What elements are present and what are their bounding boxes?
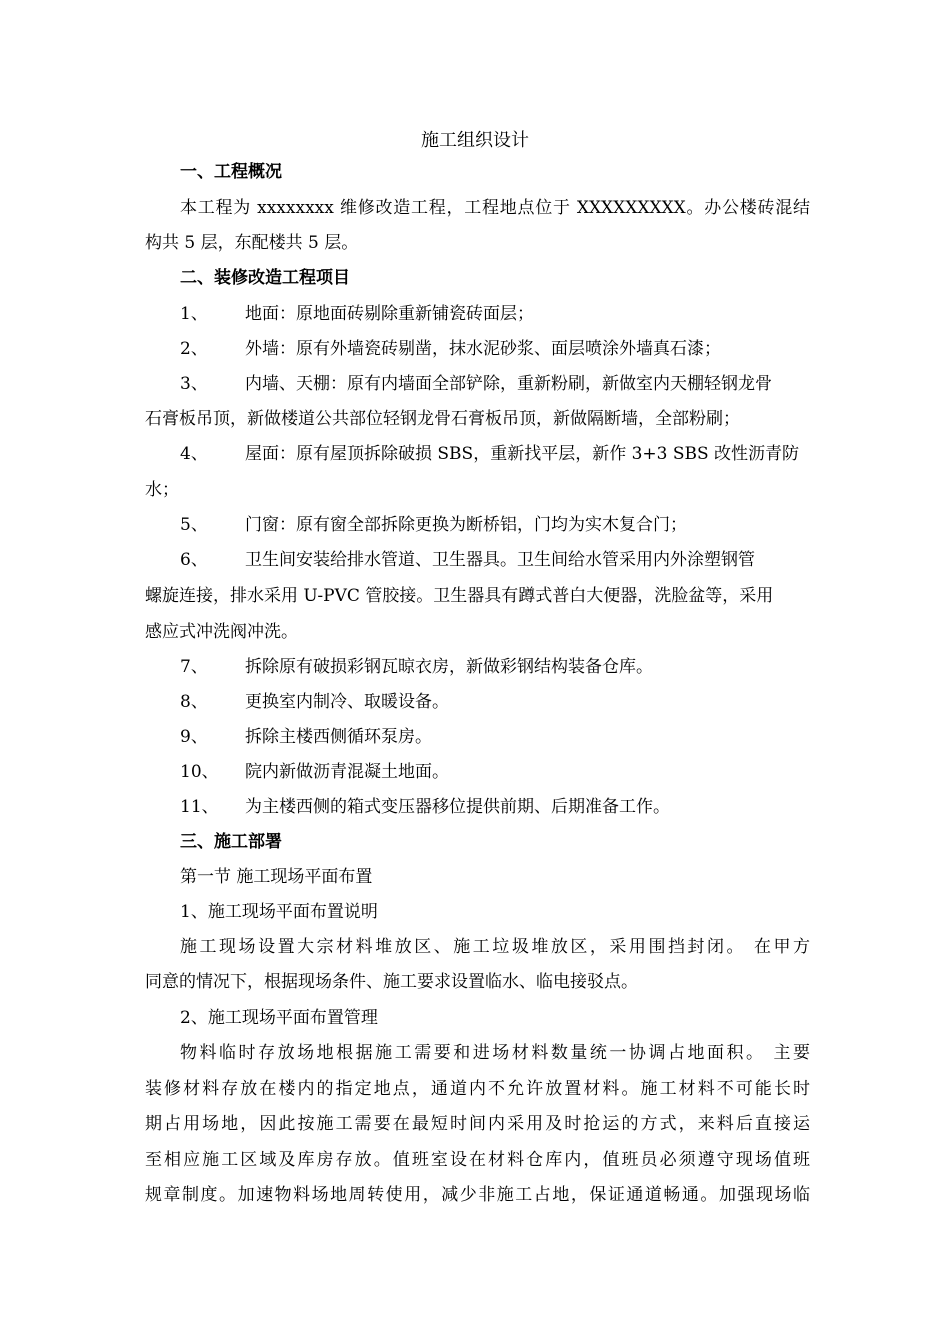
list-item-text: 屋面：原有屋顶拆除破损 SBS，重新找平层，新作 3+3 SBS 改性沥青防 <box>245 444 800 464</box>
list-item <box>180 513 687 537</box>
list-item-text: 为主楼西侧的箱式变压器移位提供前期、后期准备工作。 <box>245 797 670 817</box>
paragraph-line: 规章制度。加速物料场地周转使用，减少非施工占地，保证通道畅通。加强现场临 <box>145 1185 810 1205</box>
list-item-text: 地面：原地面砖剔除重新铺瓷砖面层； <box>245 304 534 324</box>
list-item-number: 2、 <box>180 339 208 359</box>
subsection-heading: 2、施工现场平面布置管理 <box>180 1008 378 1028</box>
list-item <box>180 548 755 572</box>
paragraph-line: 构共 5 层，东配楼共 5 层。 <box>145 233 359 253</box>
paragraph-line: 装修材料存放在楼内的指定地点，通道内不允许放置材料。施工材料不可能长时 <box>145 1079 810 1099</box>
list-item-number: 6、 <box>180 550 208 570</box>
list-item-number: 9、 <box>180 727 208 747</box>
list-item-text: 外墙：原有外墙瓷砖剔凿，抹水泥砂浆、面层喷涂外墙真石漆； <box>245 339 721 359</box>
paragraph-line: 物料临时存放场地根据施工需要和进场材料数量统一协调占地面积。 主要 <box>180 1043 810 1063</box>
list-item-continuation: 石膏板吊顶，新做楼道公共部位轻钢龙骨石膏板吊顶，新做隔断墙，全部粉刷； <box>145 409 740 429</box>
list-item-number: 8、 <box>180 692 208 712</box>
list-item <box>180 690 449 714</box>
paragraph-line: 至相应施工区域及库房存放。值班室设在材料仓库内，值班员必须遵守现场值班 <box>145 1150 810 1170</box>
section-heading-projects: 二、装修改造工程项目 <box>180 268 350 288</box>
section-heading-overview: 一、工程概况 <box>180 162 282 182</box>
list-item-text: 内墙、天棚：原有内墙面全部铲除，重新粉刷，新做室内天棚轻钢龙骨 <box>245 374 772 394</box>
list-item <box>180 302 534 326</box>
list-item <box>180 442 799 466</box>
list-item-continuation: 螺旋连接，排水采用 U-PVC 管胶接。卫生器具有蹲式普白大便器，洗脸盆等，采用 <box>145 586 774 606</box>
paragraph-line: 同意的情况下，根据现场条件、施工要求设置临水、临电接驳点。 <box>145 972 638 992</box>
subsection-heading: 1、施工现场平面布置说明 <box>180 902 378 922</box>
list-item-number: 1、 <box>180 304 208 324</box>
subsection-title: 第一节 施工现场平面布置 <box>180 867 373 887</box>
list-item-continuation: 水； <box>145 480 179 500</box>
list-item <box>180 795 670 819</box>
list-item <box>180 760 449 784</box>
paragraph-line: 期占用场地，因此按施工需要在最短时间内采用及时抢运的方式，来料后直接运 <box>145 1114 810 1134</box>
list-item <box>180 337 721 361</box>
list-item-number: 7、 <box>180 657 208 677</box>
list-item <box>180 725 432 749</box>
list-item-number: 4、 <box>180 444 208 464</box>
list-item <box>180 655 653 679</box>
list-item-number: 5、 <box>180 515 208 535</box>
list-item-text: 更换室内制冷、取暖设备。 <box>245 692 449 712</box>
list-item-text: 卫生间安装给排水管道、卫生器具。卫生间给水管采用内外涂塑钢管 <box>245 550 755 570</box>
list-item-text: 门窗：原有窗全部拆除更换为断桥铝，门均为实木复合门； <box>245 515 687 535</box>
list-item-number: 10、 <box>180 762 219 782</box>
document-title: 施工组织设计 <box>421 130 529 151</box>
list-item-number: 3、 <box>180 374 208 394</box>
list-item-number: 11、 <box>180 797 219 817</box>
paragraph-line: 施工现场设置大宗材料堆放区、施工垃圾堆放区，采用围挡封闭。 在甲方 <box>180 937 810 957</box>
list-item-continuation: 感应式冲洗阀冲洗。 <box>145 622 298 642</box>
list-item <box>180 372 772 396</box>
section-heading-deployment: 三、施工部署 <box>180 832 282 852</box>
list-item-text: 拆除原有破损彩钢瓦晾衣房，新做彩钢结构装备仓库。 <box>245 657 653 677</box>
list-item-text: 拆除主楼西侧循环泵房。 <box>245 727 432 747</box>
paragraph-line: 本工程为 xxxxxxxx 维修改造工程，工程地点位于 XXXXXXXXX。办公楼砖混结 <box>180 198 810 218</box>
list-item-text: 院内新做沥青混凝土地面。 <box>245 762 449 782</box>
